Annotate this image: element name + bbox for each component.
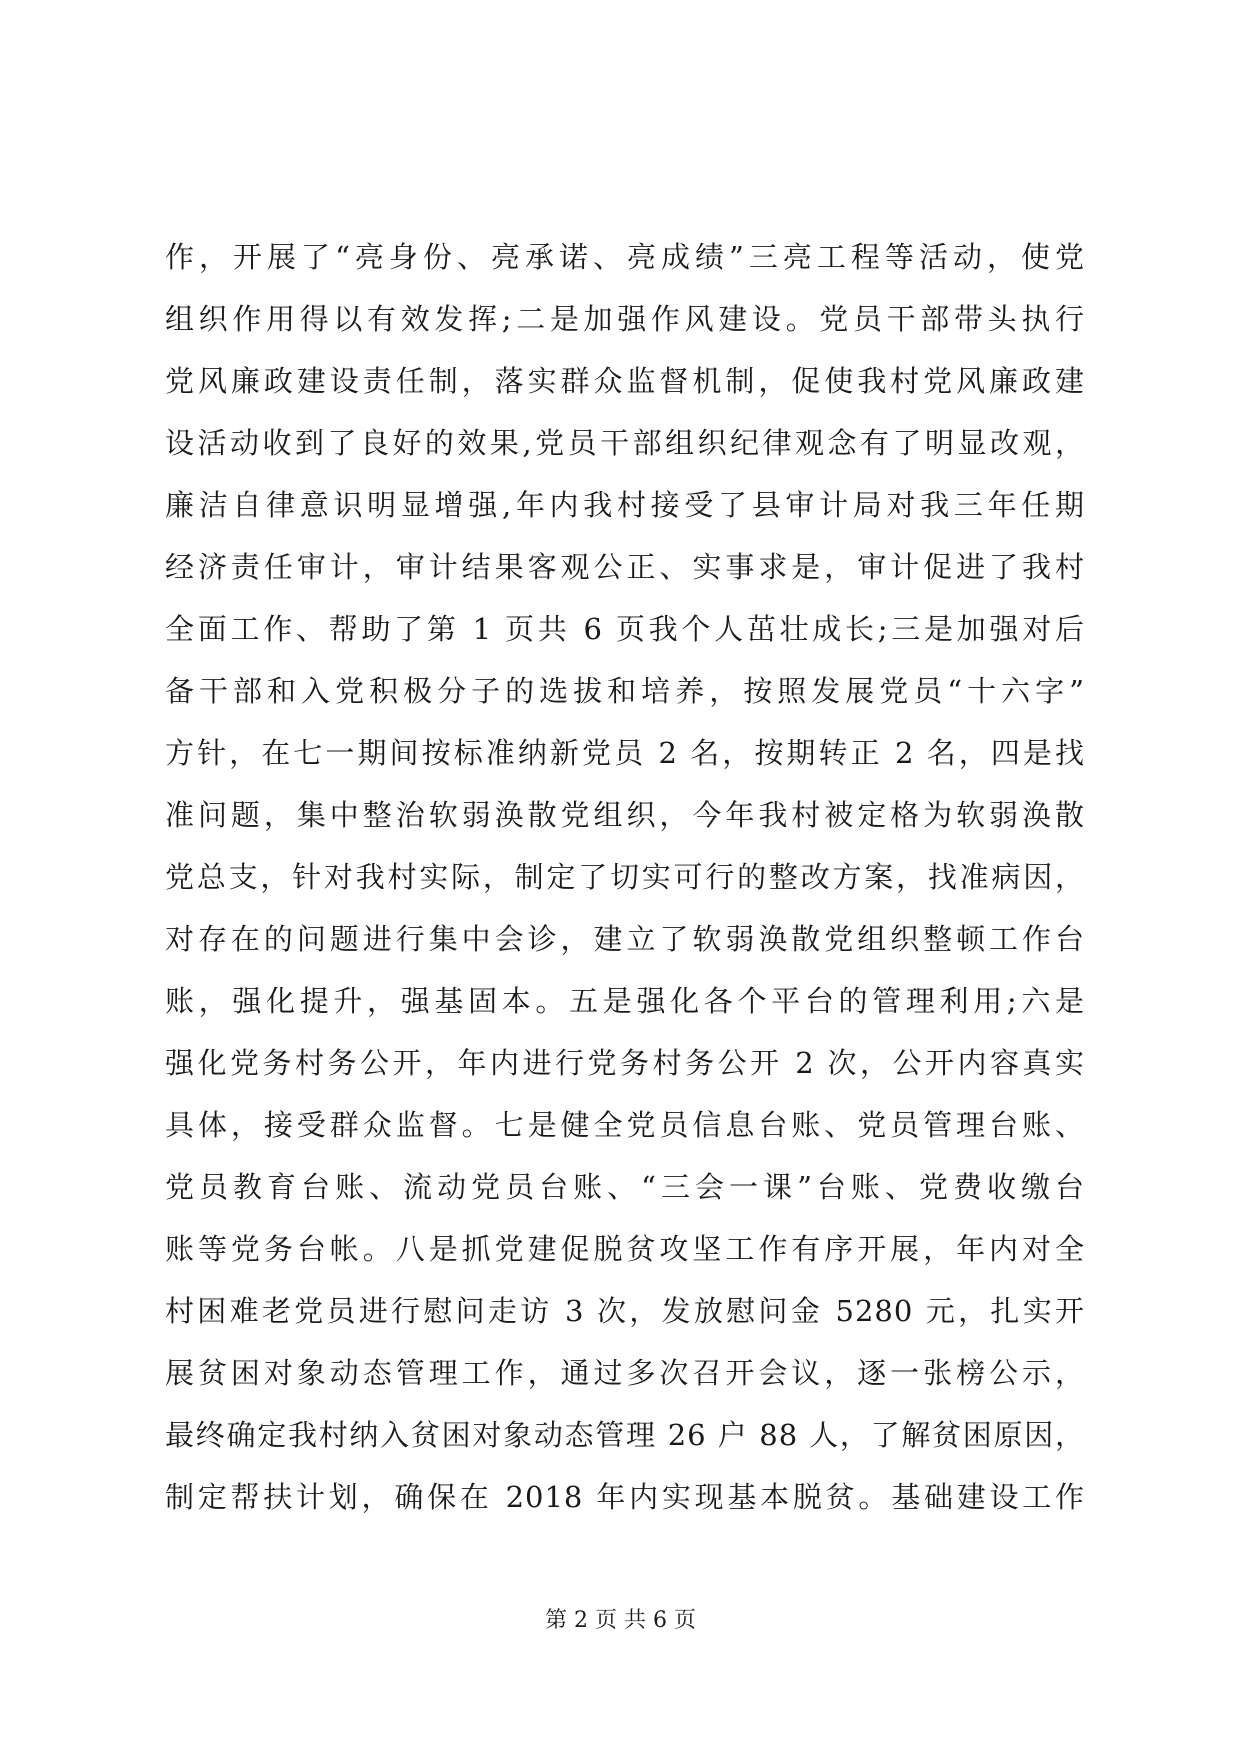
text-line: 展贫困对象动态管理工作，通过多次召开会议，逐一张榜公示， [165,1356,1085,1390]
text-line: 账，强化提升，强基固本。五是强化各个平台的管理利用;六是 [165,984,1085,1018]
text-line: 全面工作、帮助了第 1 页共 6 页我个人茁壮成长;三是加强对后 [165,612,1085,646]
text-line: 党员教育台账、流动党员台账、“三会一课”台账、党费收缴台 [165,1170,1085,1204]
text-line: 制定帮扶计划，确保在 2018 年内实现基本脱贫。基础建设工作 [165,1480,1085,1514]
text-line: 廉洁自律意识明显增强,年内我村接受了县审计局对我三年任期 [165,488,1085,522]
text-line: 村困难老党员进行慰问走访 3 次，发放慰问金 5280 元，扎实开 [165,1294,1085,1328]
text-line: 备干部和入党积极分子的选拔和培养，按照发展党员“十六字” [165,674,1085,708]
body-text [165,226,1085,1528]
text-line: 组织作用得以有效发挥;二是加强作风建设。党员干部带头执行 [165,302,1085,336]
text-line: 党总支，针对我村实际，制定了切实可行的整改方案，找准病因， [165,860,1085,894]
text-line: 对存在的问题进行集中会诊，建立了软弱涣散党组织整顿工作台 [165,922,1085,956]
text-line: 方针，在七一期间按标准纳新党员 2 名，按期转正 2 名，四是找 [165,736,1085,770]
text-line: 党风廉政建设责任制，落实群众监督机制，促使我村党风廉政建 [165,364,1085,398]
text-line: 强化党务村务公开，年内进行党务村务公开 2 次，公开内容真实 [165,1046,1085,1080]
text-line: 设活动收到了良好的效果,党员干部组织纪律观念有了明显改观， [165,426,1085,460]
page-footer: 第 2 页 共 6 页 [545,1608,696,1633]
text-line: 具体，接受群众监督。七是健全党员信息台账、党员管理台账、 [165,1108,1085,1142]
text-line: 经济责任审计，审计结果客观公正、实事求是，审计促进了我村 [165,550,1085,584]
text-line: 最终确定我村纳入贫困对象动态管理 26 户 88 人，了解贫困原因， [165,1418,1085,1452]
text-line: 账等党务台帐。八是抓党建促脱贫攻坚工作有序开展，年内对全 [165,1232,1085,1266]
text-line: 作，开展了“亮身份、亮承诺、亮成绩”三亮工程等活动，使党 [165,240,1085,274]
text-line: 准问题，集中整治软弱涣散党组织，今年我村被定格为软弱涣散 [165,798,1085,832]
